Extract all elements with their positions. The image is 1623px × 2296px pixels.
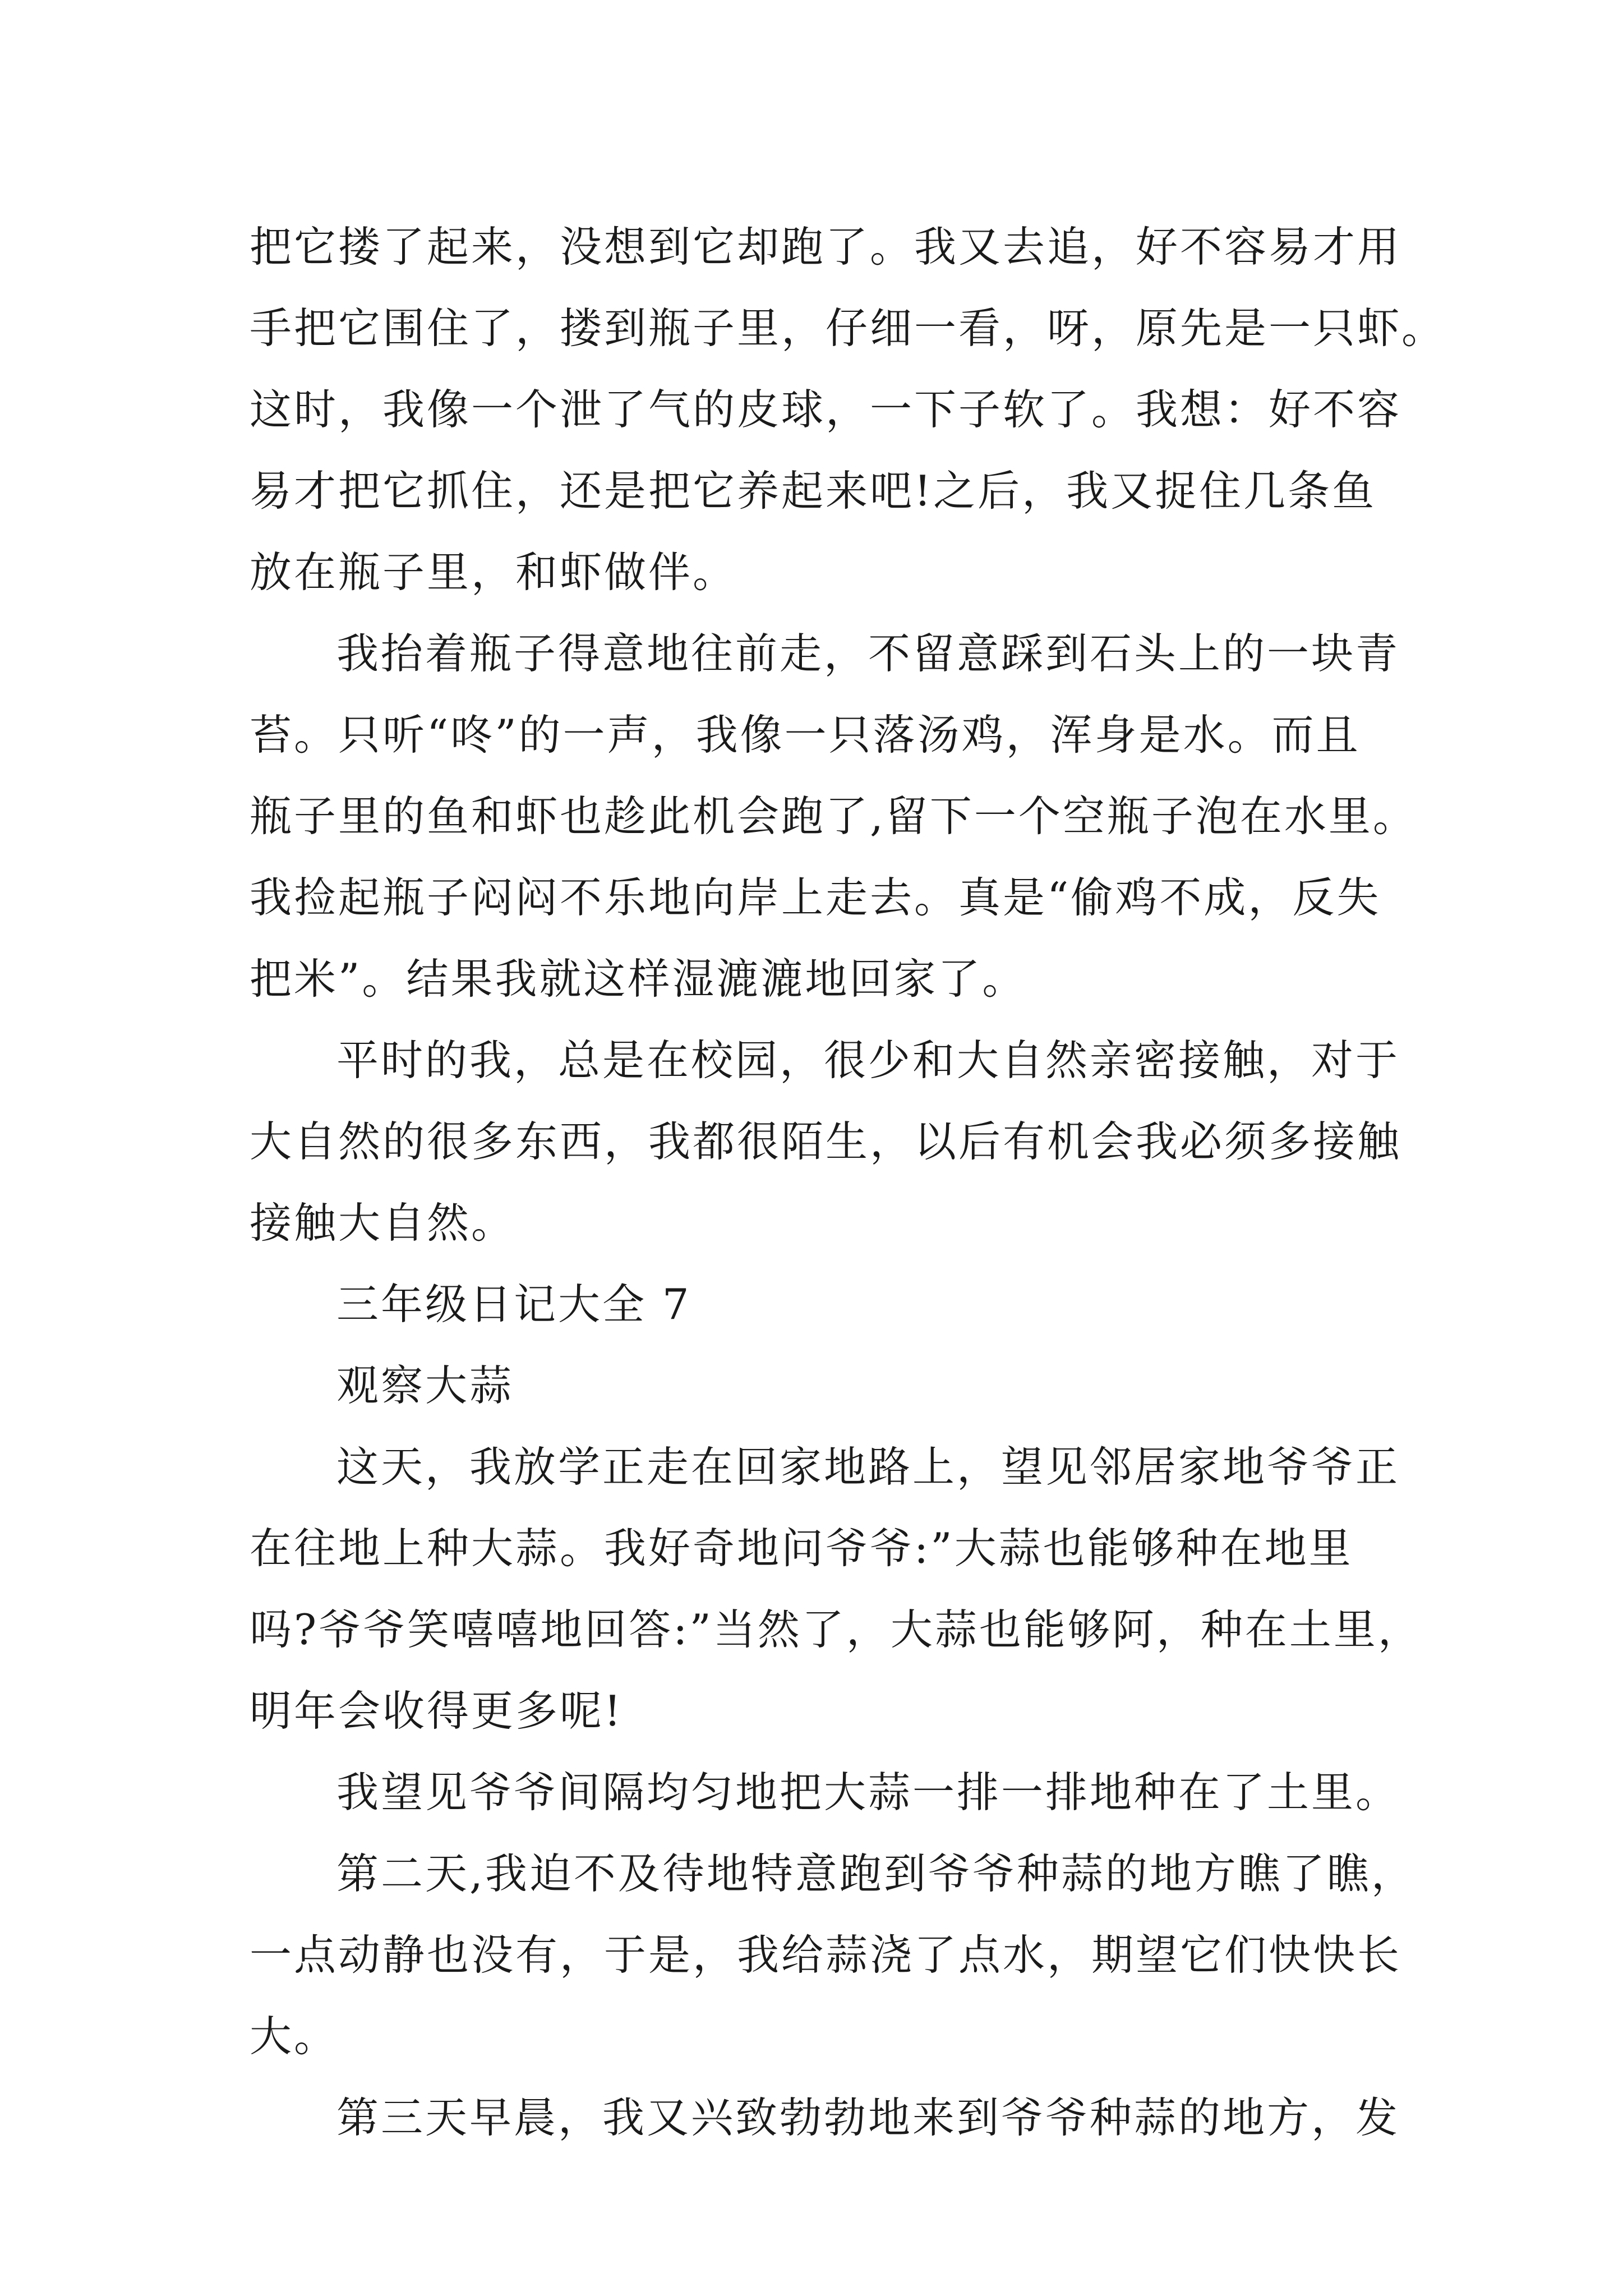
text-line: 在往地上种大蒜。我好奇地问爷爷:”大蒜也能够种在地里 bbox=[250, 1524, 1353, 1573]
text-line: 这时，我像一个泄了气的皮球，一下子软了。我想：好不容 bbox=[250, 385, 1402, 434]
text-line: 苔。只听“咚”的一声，我像一只落汤鸡，浑身是水。而且 bbox=[250, 710, 1361, 760]
text-line: 明年会收得更多呢! bbox=[250, 1686, 624, 1736]
text-line: 瓶子里的鱼和虾也趁此机会跑了,留下一个空瓶子泡在水里。 bbox=[250, 792, 1417, 841]
paragraph-start-line: 第三天早晨，我又兴致勃勃地来到爷爷种蒜的地方，发 bbox=[336, 2093, 1400, 2142]
text-line: 放在瓶子里，和虾做伴。 bbox=[250, 547, 737, 597]
text-line: 大。 bbox=[250, 2012, 339, 2061]
paragraph-start-line: 这天，我放学正走在回家地路上，望见邻居家地爷爷正 bbox=[336, 1442, 1400, 1492]
text-line: 大自然的很多东西，我都很陌生，以后有机会我必须多接触 bbox=[250, 1117, 1402, 1166]
text-line: 一点动静也没有，于是，我给蒜浇了点水，期望它们快快长 bbox=[250, 1930, 1402, 1980]
paragraph-start-line: 第二天,我迫不及待地特意跑到爷爷种蒜的地方瞧了瞧， bbox=[336, 1849, 1415, 1898]
text-line: 把它搂了起来，没想到它却跑了。我又去追，好不容易才用 bbox=[250, 222, 1402, 272]
text-line: 易才把它抓住，还是把它养起来吧!之后，我又捉住几条鱼 bbox=[250, 466, 1377, 516]
article-title: 观察大蒜 bbox=[336, 1361, 514, 1410]
paragraph-start-line: 我望见爷爷间隔均匀地把大蒜一排一排地种在了土里。 bbox=[336, 1768, 1400, 1817]
text-line: 手把它围住了，搂到瓶子里，仔细一看，呀，原先是一只虾。 bbox=[250, 303, 1446, 353]
text-line: 吗?爷爷笑嘻嘻地回答:”当然了，大蒜也能够阿，种在土里， bbox=[250, 1605, 1422, 1654]
paragraph-start-line: 平时的我，总是在校园，很少和大自然亲密接触，对于 bbox=[336, 1036, 1400, 1085]
text-line: 我捡起瓶子闷闷不乐地向岸上走去。真是“偷鸡不成，反失 bbox=[250, 873, 1381, 922]
text-line: 把米”。结果我就这样湿漉漉地回家了。 bbox=[250, 954, 1027, 1004]
section-heading: 三年级日记大全 7 bbox=[336, 1280, 691, 1329]
text-line: 接触大自然。 bbox=[250, 1198, 516, 1248]
paragraph-start-line: 我抬着瓶子得意地往前走，不留意踩到石头上的一块青 bbox=[336, 629, 1400, 678]
